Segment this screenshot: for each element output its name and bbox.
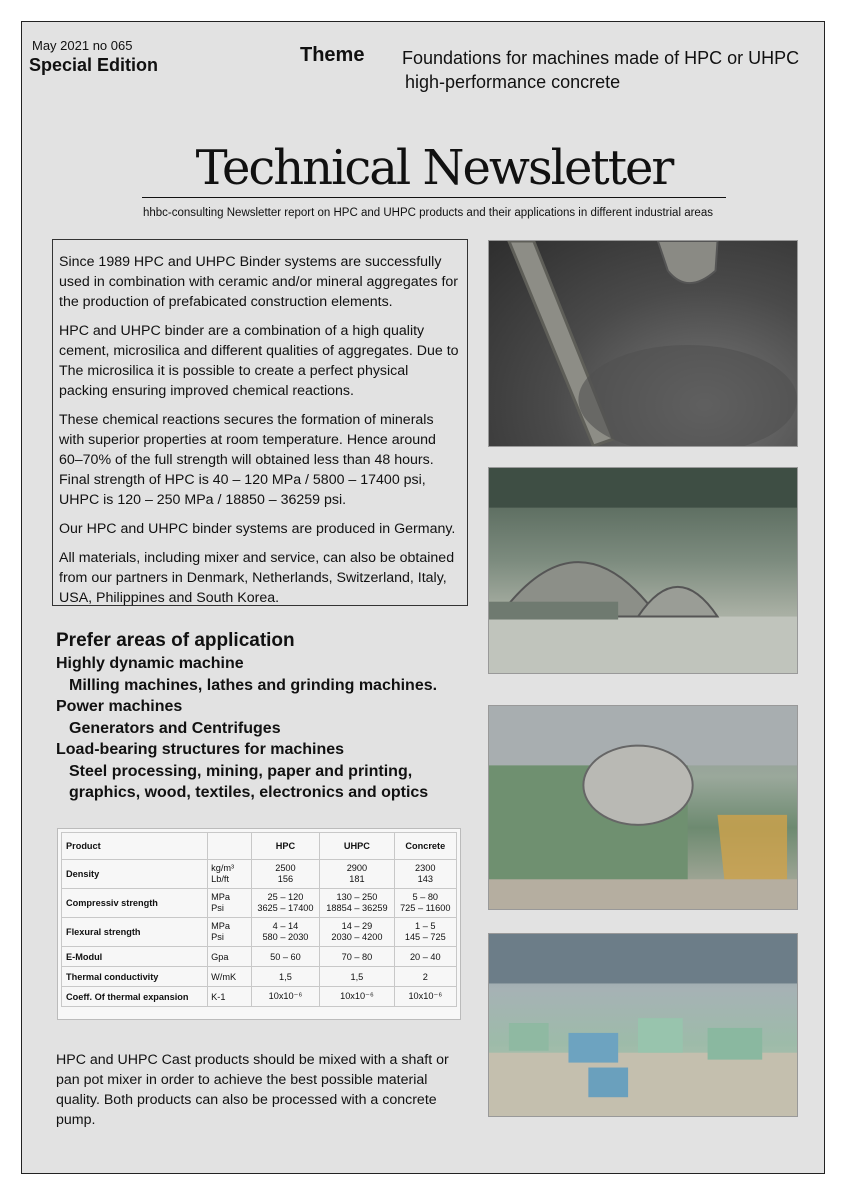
intro-paragraph: All materials, including mixer and service, can also be obtained from our partners in Denmark, Netherlands, Switzerland, Italy, USA, Philippines and South Korea. <box>59 550 455 606</box>
concrete-value <box>394 860 456 889</box>
value-primary: 1 – 5 <box>415 921 436 931</box>
mixer-concrete-photo <box>488 240 798 447</box>
row-property: Thermal conductivity <box>62 967 208 987</box>
masthead-title: Technical Newsletter <box>142 140 726 198</box>
row-unit: W/mK <box>208 967 251 987</box>
row-unit <box>208 860 251 889</box>
uhpc-value: 70 – 80 <box>320 947 394 967</box>
application-heading: Power machines <box>56 698 183 715</box>
value-primary: 2900 <box>346 863 368 873</box>
row-property: Compressiv strength <box>62 889 208 918</box>
header-unit <box>208 833 251 860</box>
hpc-value <box>251 860 320 889</box>
row-unit: K-1 <box>208 987 251 1007</box>
value-primary: 14 – 29 <box>341 921 373 931</box>
intro-paragraph: These chemical reactions secures the formation of minerals with superior properties at room temperature. Hence around 60–70% of the full strength will obtained less than 48 hours. Final strength of HPC is 40 – 120 MPa / 5800 – 17400 psi, UHPC is 120 – 250 MPa / 18850 – 36259 psi. <box>59 412 436 508</box>
row-property: Flexural strength <box>62 918 208 947</box>
value-secondary: 18854 – 36259 <box>326 903 388 913</box>
issue-number: May 2021 no 065 <box>32 38 133 53</box>
concrete-value <box>394 918 456 947</box>
table-row <box>62 889 457 918</box>
row-unit: Gpa <box>208 947 251 967</box>
value-primary: 2500 <box>275 863 296 873</box>
row-property: E-Modul <box>62 947 208 967</box>
table-row <box>62 860 457 889</box>
table-header-row <box>62 833 457 860</box>
table-row <box>62 947 457 967</box>
unit-secondary: Lb/ft <box>211 874 230 884</box>
header-concrete: Concrete <box>394 833 456 860</box>
unit-primary: MPa <box>211 921 231 931</box>
value-secondary: 181 <box>349 874 365 884</box>
theme-line-1: Foundations for machines made of HPC or UHPC <box>402 48 800 68</box>
uhpc-value <box>320 918 394 947</box>
hpc-value <box>251 889 320 918</box>
intro-paragraph: HPC and UHPC binder are a combination of a high quality cement, microsilica and different qualities of aggregates. Due to The microsilica it is possible to create a perfect physical packing ensuring improved chemical reactions. <box>59 323 459 399</box>
concrete-value: 2 <box>394 967 456 987</box>
value-secondary: 143 <box>417 874 433 884</box>
concrete-value: 20 – 40 <box>394 947 456 967</box>
unit-primary: MPa <box>211 892 231 902</box>
masthead-subtitle: hhbc-consulting Newsletter report on HPC and UHPC products and their applications in different industrial areas <box>143 207 713 219</box>
turbine-rotor-photo <box>488 467 798 674</box>
uhpc-value: 1,5 <box>320 967 394 987</box>
header-hpc: HPC <box>251 833 320 860</box>
row-unit <box>208 889 251 918</box>
value-secondary: 725 – 11600 <box>400 903 451 913</box>
application-detail: Generators and Centrifuges <box>69 719 281 737</box>
properties-table-card <box>57 828 461 1020</box>
table-row <box>62 967 457 987</box>
table-row <box>62 918 457 947</box>
unit-secondary: Psi <box>211 932 224 942</box>
hpc-value: 50 – 60 <box>251 947 320 967</box>
application-heading: Load-bearing structures for machines <box>56 741 345 758</box>
closing-paragraph: HPC and UHPC Cast products should be mixed with a shaft or pan pot mixer in order to achieve the best possible material quality. Both products can also be processed with a concrete pump. <box>56 1052 449 1128</box>
concrete-value <box>394 889 456 918</box>
lathe-machine-photo <box>488 705 798 910</box>
row-unit <box>208 918 251 947</box>
hpc-value: 10x10⁻⁶ <box>251 987 320 1007</box>
uhpc-value <box>320 889 394 918</box>
factory-hall-photo <box>488 933 798 1117</box>
value-secondary: 156 <box>277 874 294 884</box>
value-secondary: 145 – 725 <box>404 932 446 942</box>
hpc-value <box>251 918 320 947</box>
uhpc-value <box>320 860 394 889</box>
application-detail: Steel processing, mining, paper and printing, <box>69 762 413 780</box>
edition-label: Special Edition <box>29 55 159 75</box>
uhpc-value: 10x10⁻⁶ <box>320 987 394 1007</box>
application-heading: Highly dynamic machine <box>56 655 244 672</box>
unit-secondary: Psi <box>211 903 224 913</box>
application-detail: graphics, wood, textiles, electronics and optics <box>69 784 429 801</box>
applications-title: Prefer areas of application <box>56 630 295 651</box>
value-secondary: 3625 – 17400 <box>257 903 314 913</box>
header-uhpc: UHPC <box>320 833 394 860</box>
application-detail: Milling machines, lathes and grinding machines. <box>69 676 438 694</box>
properties-table <box>61 832 457 1007</box>
intro-box <box>52 239 468 606</box>
row-property: Density <box>62 860 208 889</box>
theme-label: Theme <box>300 44 365 66</box>
value-secondary: 2030 – 4200 <box>331 932 383 942</box>
intro-paragraph: Our HPC and UHPC binder systems are produced in Germany. <box>59 521 456 537</box>
intro-paragraph: Since 1989 HPC and UHPC Binder systems are successfully used in combination with ceramic and/or mineral aggregates for the production of prefabicated construction elements. <box>59 254 459 310</box>
value-primary: 25 – 120 <box>267 892 304 902</box>
theme-line-2: high-performance concrete <box>405 72 621 92</box>
row-property: Coeff. Of thermal expansion <box>62 987 208 1007</box>
applications-section <box>56 629 437 804</box>
theme-text <box>402 46 812 94</box>
header-product: Product <box>62 833 208 860</box>
value-secondary: 580 – 2030 <box>262 932 309 942</box>
value-primary: 2300 <box>415 863 436 873</box>
hpc-value: 1,5 <box>251 967 320 987</box>
value-primary: 130 – 250 <box>336 892 378 902</box>
value-primary: 5 – 80 <box>412 892 439 902</box>
unit-primary: kg/m³ <box>211 863 235 873</box>
table-row <box>62 987 457 1007</box>
newsletter-page <box>21 21 825 1174</box>
value-primary: 4 – 14 <box>272 921 299 931</box>
concrete-value: 10x10⁻⁶ <box>394 987 456 1007</box>
